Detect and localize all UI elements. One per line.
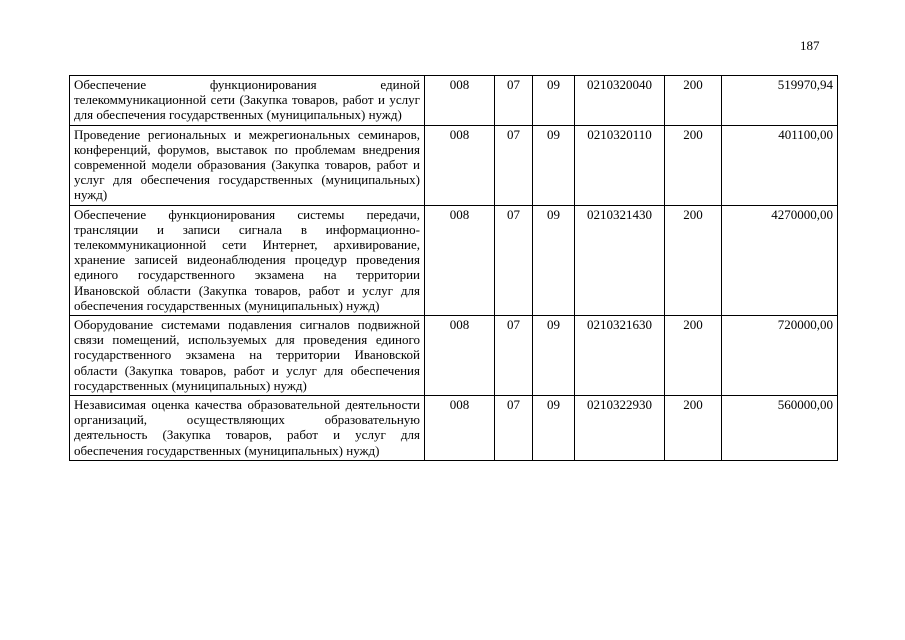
subsection-code: 09 [533, 205, 575, 315]
table-row [70, 125, 838, 205]
expense-description: Независимая оценка качества образовательной деятельности организаций, осуществляющих образовательную деятельность (Закупка товаров, работ и услуг для обеспечения государственных (муниципальных) нужд) [70, 396, 425, 461]
expense-description: Оборудование системами подавления сигналов подвижной связи помещений, используемых для проведения единого государственного экзамена на территории Ивановской области (Закупка товаров, работ и услуг для обеспечения государственных (муниципальных) нужд) [70, 316, 425, 396]
amount: 519970,94 [722, 76, 838, 126]
subsection-code: 09 [533, 316, 575, 396]
subsection-code: 09 [533, 396, 575, 461]
section-code: 07 [495, 125, 533, 205]
table-row [70, 76, 838, 126]
section-code: 07 [495, 396, 533, 461]
ministry-code: 008 [425, 396, 495, 461]
table-row [70, 205, 838, 315]
amount: 720000,00 [722, 316, 838, 396]
table-row [70, 316, 838, 396]
target-article-code: 0210322930 [575, 396, 665, 461]
expense-description: Обеспечение функционирования единой телекоммуникационной сети (Закупка товаров, работ и услуг для обеспечения государственных (муниципальных) нужд) [70, 76, 425, 126]
target-article-code: 0210321430 [575, 205, 665, 315]
ministry-code: 008 [425, 205, 495, 315]
section-code: 07 [495, 76, 533, 126]
page-number: 187 [800, 38, 820, 53]
expense-type-code: 200 [665, 396, 722, 461]
section-code: 07 [495, 316, 533, 396]
target-article-code: 0210321630 [575, 316, 665, 396]
budget-table [69, 75, 838, 461]
amount: 401100,00 [722, 125, 838, 205]
subsection-code: 09 [533, 76, 575, 126]
target-article-code: 0210320110 [575, 125, 665, 205]
expense-description: Проведение региональных и межрегиональных семинаров, конференций, форумов, выставок по проблемам внедрения современной модели образования (Закупка товаров, работ и услуг для обеспечения государственных (муниципальных) нужд) [70, 125, 425, 205]
amount: 4270000,00 [722, 205, 838, 315]
subsection-code: 09 [533, 125, 575, 205]
expense-type-code: 200 [665, 76, 722, 126]
expense-type-code: 200 [665, 316, 722, 396]
section-code: 07 [495, 205, 533, 315]
table-row [70, 396, 838, 461]
ministry-code: 008 [425, 76, 495, 126]
expense-type-code: 200 [665, 205, 722, 315]
expense-type-code: 200 [665, 125, 722, 205]
target-article-code: 0210320040 [575, 76, 665, 126]
ministry-code: 008 [425, 316, 495, 396]
expense-description: Обеспечение функционирования системы передачи, трансляции и записи сигнала в информационно-телекоммуникационной сети Интернет, архивирование, хранение записей видеонаблюдения процедур проведения единого государственного экзамена на территории Ивановской области (Закупка товаров, работ и услуг для обеспечения государственных (муниципальных) нужд) [70, 205, 425, 315]
ministry-code: 008 [425, 125, 495, 205]
amount: 560000,00 [722, 396, 838, 461]
